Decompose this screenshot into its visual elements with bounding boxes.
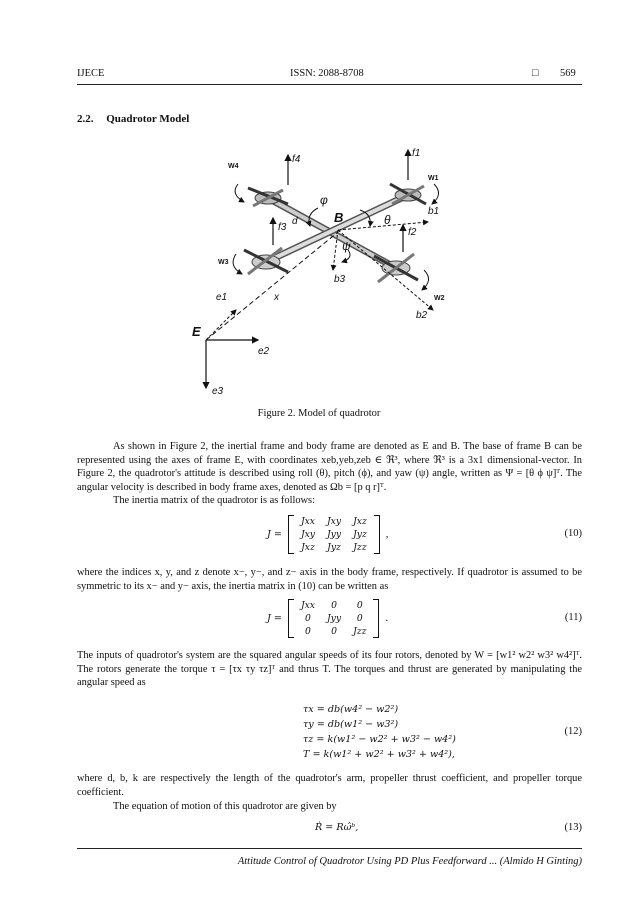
paragraph-4-text: The inputs of quadrotor's system are the squared angular speeds of its four rotors, denoted by W = [w1² w2² w3² w4²]ᵀ. The rotors generate the torque τ = [τx τy τz]ᵀ and thrus T. The torques and thrust are generated by manipulating the angular speed as — [77, 650, 582, 689]
eq10-cell: Jxz — [301, 541, 315, 553]
eq10-cell: Jxx — [300, 515, 315, 527]
section-title: Quadrotor Model — [106, 113, 190, 125]
eq10-cell: Jzz — [353, 541, 367, 553]
eq11-cell: 0 — [331, 625, 337, 637]
paragraph-3-text: where the indices x, y, and z denote x−, y−, and z− axis in the body frame, respectively. If quadrotor is assumed to be symmetric to its x− and y− axis, the inertia matrix in (10) can be written as — [77, 567, 582, 592]
eq10-cell: Jxy — [327, 515, 342, 527]
equation-10 — [77, 512, 582, 556]
equation-11 — [77, 596, 582, 640]
label-w3: W3 — [218, 259, 229, 266]
label-d: d — [292, 216, 298, 227]
label-psi: ψ — [342, 239, 351, 253]
frame-arms — [266, 195, 408, 268]
eq11-cell: 0 — [305, 612, 311, 624]
label-e3: e3 — [212, 386, 224, 397]
label-x: x — [274, 292, 279, 303]
eq10-cell: Jxz — [353, 515, 367, 527]
paragraph-1 — [77, 440, 582, 494]
label-f4: f4 — [292, 154, 301, 165]
label-phi: φ — [320, 193, 328, 207]
label-b1: b1 — [428, 206, 440, 217]
motor-2 — [374, 254, 418, 282]
eq10-number: (10) — [564, 528, 582, 539]
label-b3: b3 — [334, 274, 346, 285]
eq10-cell: Jyz — [327, 541, 341, 553]
figure-caption: Figure 2. Model of quadrotor — [257, 408, 381, 419]
paragraph-2-text: The inertia matrix of the quadrotor is as follows: — [113, 495, 315, 506]
motor-1 — [390, 184, 426, 204]
eq11-cell: 0 — [356, 599, 363, 611]
journal-name: IJECE — [77, 68, 105, 79]
paragraph-4 — [77, 649, 582, 690]
label-f1: f1 — [412, 148, 421, 159]
label-B: B — [334, 210, 344, 225]
eq12-line: τz = k(w1² − w2² + w3² − w4²) — [303, 734, 456, 745]
label-w1: W1 — [428, 175, 439, 182]
eq11-cell: 0 — [356, 612, 363, 624]
label-f2: f2 — [408, 227, 417, 238]
paragraph-5-text: where d, b, k are respectively the length of the quadrotor's arm, propeller thrust coefficient, and propeller torque coefficient. — [77, 773, 582, 798]
eq11-tail: . — [385, 612, 389, 624]
eq11-cell: Jxx — [300, 599, 315, 611]
section-number: 2.2. — [77, 113, 94, 125]
eq11-cell: Jzz — [353, 625, 367, 637]
page-number: 569 — [560, 68, 576, 79]
eq11-number: (11) — [564, 612, 582, 623]
eq11-cell: 0 — [331, 599, 337, 611]
eq12-number: (12) — [564, 726, 582, 737]
paragraph-5 — [77, 772, 582, 799]
eq10-tail: , — [385, 528, 389, 540]
equation-13 — [77, 822, 582, 838]
label-theta: θ — [384, 213, 391, 227]
label-w2: W2 — [434, 295, 445, 302]
label-e1: e1 — [216, 292, 228, 303]
paragraph-2 — [77, 494, 582, 508]
eq10-cell: Jxy — [300, 528, 315, 540]
issn: ISSN: 2088-8708 — [290, 68, 364, 79]
eq12-line: T = k(w1² + w2² + w3² + w4²), — [303, 749, 455, 760]
eq11-cell: Jyy — [326, 612, 342, 624]
page-symbol: □ — [532, 68, 539, 79]
eq11-cell: 0 — [305, 625, 311, 637]
quadrotor-figure — [178, 140, 478, 410]
eq13-text: Ṙ = Rω̂ᵇ, — [315, 822, 359, 833]
footer-rule — [77, 848, 582, 849]
eq10-lhs: J = — [267, 528, 282, 540]
eq12-lines — [303, 702, 456, 762]
header-rule — [77, 84, 582, 85]
running-footer: Attitude Control of Quadrotor Using PD Plus Feedforward ... (Almido H Ginting) — [237, 856, 582, 867]
label-b2: b2 — [416, 310, 428, 321]
eq12-line: τy = db(w1² − w3²) — [303, 719, 399, 730]
eq12-line: τx = db(w4² − w2²) — [303, 704, 399, 715]
quadrotor-diagram — [178, 140, 478, 410]
section-heading — [77, 113, 189, 125]
eq11-matrix — [288, 599, 380, 638]
paragraph-6-text: The equation of motion of this quadrotor are given by — [113, 801, 337, 812]
eq10-cell: Jyy — [327, 528, 342, 540]
eq11-lhs: J = — [267, 612, 282, 624]
eq10-matrix — [288, 515, 380, 554]
paragraph-3 — [77, 566, 582, 593]
eq10-cell: Jyz — [353, 528, 367, 540]
label-w4: W4 — [228, 163, 239, 170]
label-E: E — [192, 324, 201, 339]
eq13-number: (13) — [564, 822, 582, 833]
paragraph-1-text: As shown in Figure 2, the inertial frame and body frame are denoted as E and B. The base of frame B can be represented using the axes of frame E, with coordinates xeb,yeb,zeb ∈ ℜ³, where ℜ³ is a 3x1 dimensional-vector. In Figure 2, the quadrotor's attitude is described using roll (θ), pitch (ϕ), and yaw (ψ) angle, written as Ψ = [θ ϕ ψ]ᵀ. The angular velocity is described in body frame axes, denoted as Ωb = [p q r]ᵀ. — [77, 441, 582, 493]
label-e2: e2 — [258, 346, 270, 357]
equation-12 — [77, 702, 582, 764]
label-f3: f3 — [278, 222, 287, 233]
paragraph-6 — [77, 800, 582, 814]
